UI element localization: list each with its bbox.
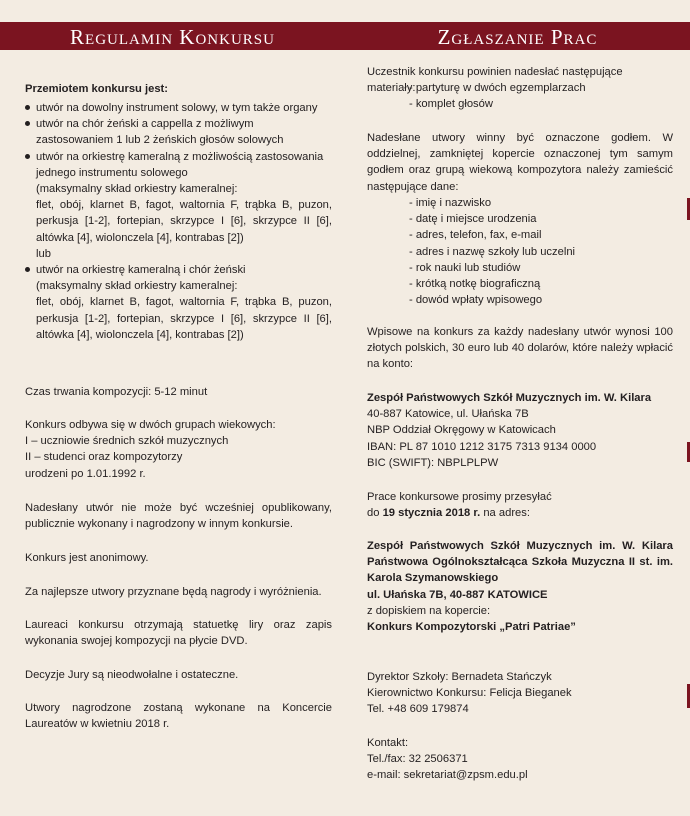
bullet-icon [25, 105, 30, 110]
email-text: e-mail: sekretariat@zpsm.edu.pl [367, 769, 528, 782]
orchestra-list: flet, obój, klarnet B, fagot, waltornia F, trąbka B, puzon, perkusja [1-2], fortepian, skrzypce I [6], skrzypce II [6], altówka [4], wiolonczela [4], kontrabas [2]) [36, 199, 332, 244]
envelope-items [367, 195, 673, 308]
list-item: utwór na chór żeński a cappella z możliwym zastosowaniem 1 lub 2 żeńskich głosów solowych [25, 116, 332, 148]
bic: BIC (SWIFT): NBPLPLPW [367, 456, 499, 469]
list-item: - krótką notkę biograficzną [409, 278, 541, 291]
deadline: 19 stycznia 2018 r. [382, 507, 481, 520]
rule-concert: Utwory nagrodzone zostaną wykonane na Koncercie Laureatów w kwietniu 2018 r. [25, 702, 332, 731]
bullet-icon [25, 121, 30, 126]
list-item: - komplet głosów [409, 98, 493, 111]
bullet-icon [25, 267, 30, 272]
rule-laureates: Laureaci konkursu otrzymają statuetkę liry oraz zapis wykonania swojej kompozycji na płycie DVD. [25, 619, 332, 648]
rules-title: Regulamin Konkursu [70, 25, 275, 49]
subject-list [25, 100, 332, 343]
contact: Kontakt: Tel./fax: 32 2506371 e-mail: sekretariat@zpsm.edu.pl [367, 735, 673, 784]
materials-intro: Uczestnik konkursu powinien nadesłać następujące materiały: [367, 66, 623, 95]
send-info: Prace konkursowe prosimy przesyłać do 19 stycznia 2018 r. na adres: [367, 491, 552, 520]
orchestra-note: (maksymalny skład orkiestry kameralnej: [36, 183, 238, 196]
rule-unpublished: Nadesłany utwór nie może być wcześniej opublikowany, publicznie wykonany i nagrodzony w innym konkursie. [25, 502, 332, 531]
envelope-text: Nadesłane utwory winny być oznaczone godłem. W oddzielnej, zamkniętej kopercie oznaczonej tym samym godłem oraz grupą wiekową kompozytora należy zamieścić następujące dane: [367, 132, 673, 193]
list-item: - dowód wpłaty wpisowego [409, 294, 543, 307]
rule-jury: Decyzje Jury są nieodwołalne i ostateczne. [25, 669, 239, 681]
bank-details [367, 390, 673, 471]
contest-name: Konkurs Kompozytorski „Patri Patriae” [367, 621, 576, 634]
bank-address: 40-887 Katowice, ul. Ułańska 7B [367, 408, 529, 421]
list-item: - adres i nazwę szkoły lub uczelni [409, 245, 576, 258]
list-item: - datę i miejsce urodzenia [409, 213, 537, 226]
list-item: - partyturę w dwóch egzemplarzach [409, 82, 586, 94]
orchestra-list: flet, obój, klarnet B, fagot, waltornia F, trąbka B, puzon, perkusja [1-2], fortepian, skrzypce I [6], skrzypce II [6], altówka [4], wiolonczela [4], kontrabas [2]) [36, 296, 332, 341]
orchestra-note: (maksymalny skład orkiestry kameralnej: [36, 280, 238, 293]
rule-prizes: Za najlepsze utwory przyznane będą nagrody i wyróżnienia. [25, 586, 322, 598]
organizers: Dyrektor Szkoły: Bernadeta Stańczyk Kierownictwo Konkursu: Felicja Bieganek Tel. +48 609 179874 [367, 671, 572, 716]
or-word: lub [36, 247, 51, 260]
submission-title: Zgłaszanie Prac [437, 25, 598, 49]
bank-branch: NBP Oddział Okręgowy w Katowicach [367, 424, 556, 437]
list-item: - rok nauki lub studiów [409, 261, 521, 274]
bullet-icon [25, 154, 30, 159]
mailing-address: Zespół Państwowych Szkół Muzycznych im. W. Kilara Państwowa Ogólnokształcąca Szkoła Muzyczna II st. im. Karola Szymanowskiego ul. Ułańska 7B, 40-887 KATOWICE z dopiskiem na kopercie: Konkurs Kompozytorski „Patri Patriae” [367, 538, 673, 635]
age-groups: Konkurs odbywa się w dwóch grupach wiekowych: I – uczniowie średnich szkół muzycznych II – studenci oraz kompozytorzy urodzeni po 1.01.1992 r. [25, 419, 276, 480]
list-item: utwór na orkiestrę kameralną i chór żeński [25, 262, 332, 278]
list-item: utwór na orkiestrę kameralną z możliwością zastosowania jednego instrumentu solowego [25, 149, 332, 181]
list-item: - imię i nazwisko [409, 197, 492, 209]
list-item: utwór na dowolny instrument solowy, w tym także organy [25, 100, 332, 116]
subject-heading: Przemiotem konkursu jest: [25, 83, 168, 95]
rule-anonymous: Konkurs jest anonimowy. [25, 552, 149, 564]
fee-text: Wpisowe na konkurs za każdy nadesłany utwór wynosi 100 złotych polskich, 30 euro lub 40 dolarów, które należy wpłacić na konto: [367, 326, 673, 371]
header-banner [0, 22, 690, 50]
bank-name: Zespół Państwowych Szkół Muzycznych im. W. Kilara [367, 392, 652, 404]
materials-list [367, 80, 673, 112]
iban: IBAN: PL 87 1010 1212 3175 7313 9134 0000 [367, 440, 597, 453]
list-item: - adres, telefon, fax, e-mail [409, 229, 542, 242]
duration-text: Czas trwania kompozycji: 5-12 minut [25, 386, 208, 398]
